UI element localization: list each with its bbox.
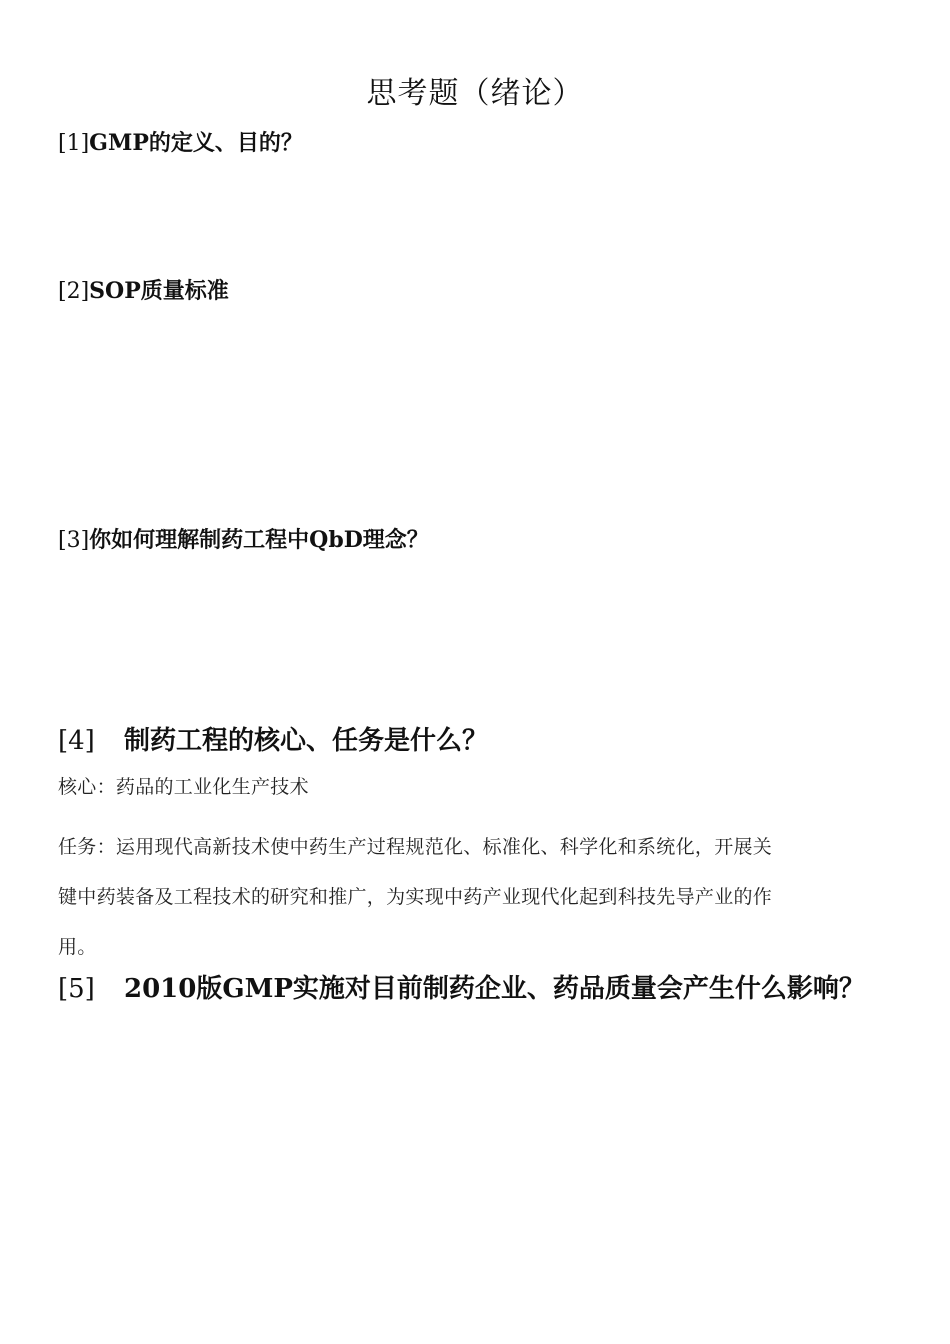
question-text: 你如何理解制药工程中QbD理念？ xyxy=(89,527,429,553)
question-number: [3] xyxy=(58,528,90,553)
question-5 xyxy=(58,968,865,1005)
question-text: GMP的定义、目的？ xyxy=(89,130,303,156)
answer-task-line: 任务：运用现代高新技术使中药生产过程规范化、标准化、科学化和系统化，开展关 xyxy=(58,836,773,858)
answer-core: 核心：药品的工业化生产技术 xyxy=(58,776,309,798)
question-4 xyxy=(58,720,488,757)
question-3 xyxy=(58,523,429,554)
question-number: [2] xyxy=(58,279,90,304)
question-number: [4] xyxy=(58,726,95,756)
question-number: [5] xyxy=(58,974,95,1004)
question-2 xyxy=(58,274,229,305)
question-text: 2010版GMP实施对目前制药企业、药品质量会产生什么影响？ xyxy=(124,974,865,1004)
answer-task-line: 用。 xyxy=(58,936,97,958)
page-title: 思考题（绪论） xyxy=(366,76,584,111)
question-number: [1] xyxy=(58,131,90,156)
answer-task-line: 键中药装备及工程技术的研究和推广，为实现中药产业现代化起到科技先导产业的作 xyxy=(58,886,773,908)
answer-4 xyxy=(58,772,898,799)
question-1 xyxy=(58,126,303,157)
answer-4-task xyxy=(58,822,898,972)
question-text: SOP质量标准 xyxy=(89,278,229,304)
question-text: 制药工程的核心、任务是什么？ xyxy=(124,726,489,756)
